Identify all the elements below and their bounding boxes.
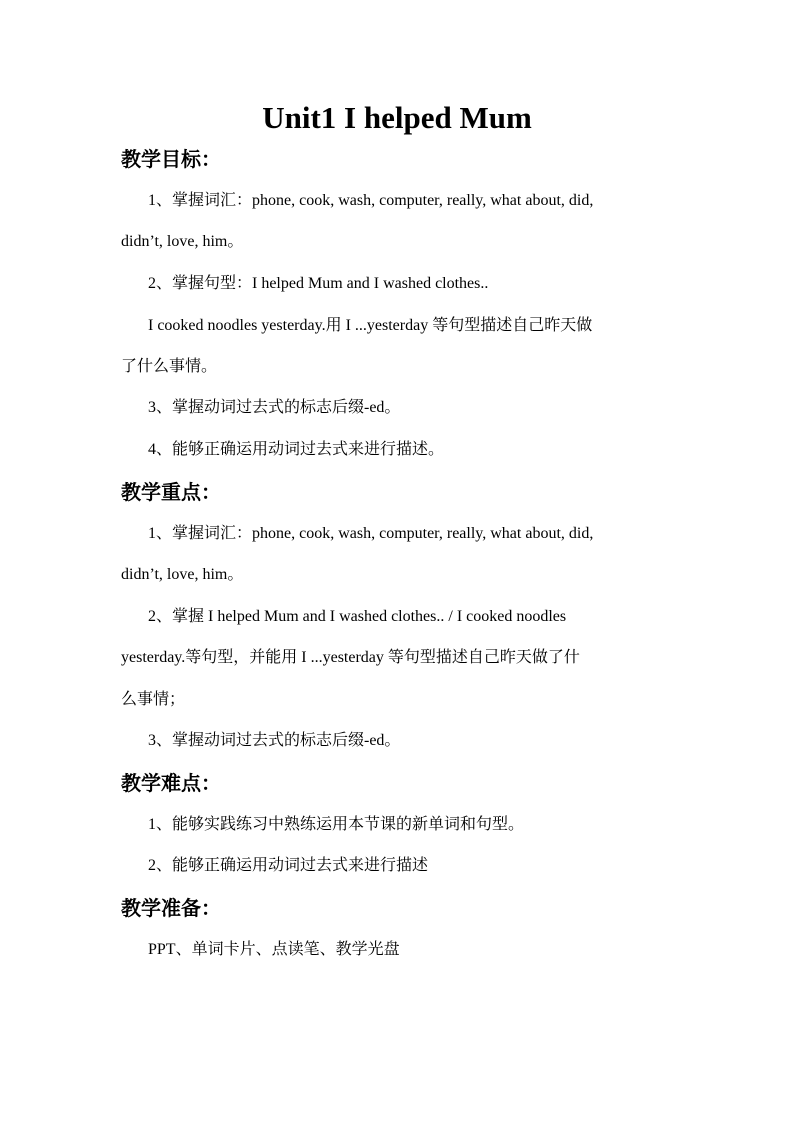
objectives-line-1: 1、掌握词汇：phone, cook, wash, computer, really, what about, did, (148, 192, 594, 209)
objectives-line-2: didn’t, love, him。 (121, 233, 244, 250)
key-points-line-1: 1、掌握词汇：phone, cook, wash, computer, really, what about, did, (148, 525, 594, 542)
objectives-line-6: 3、掌握动词过去式的标志后缀-ed。 (148, 399, 401, 416)
section-heading-difficulties: 教学难点： (121, 771, 221, 795)
objectives-line-3: 2、掌握句型：I helped Mum and I washed clothes.. (148, 275, 489, 292)
section-heading-preparation: 教学准备： (121, 896, 221, 920)
difficulties-line-2: 2、能够正确运用动词过去式来进行描述 (148, 857, 429, 874)
section-heading-key-points: 教学重点： (121, 480, 221, 504)
key-points-line-3: 2、掌握 I helped Mum and I washed clothes.. / I cooked noodles (148, 608, 567, 625)
document-title: Unit1 I helped Mum (262, 100, 532, 135)
difficulties-line-1: 1、能够实践练习中熟练运用本节课的新单词和句型。 (148, 816, 525, 833)
objectives-line-4: I cooked noodles yesterday.用 I ...yesterday 等句型描述自己昨天做 (148, 317, 593, 334)
key-points-line-6: 3、掌握动词过去式的标志后缀-ed。 (148, 732, 401, 749)
objectives-line-7: 4、能够正确运用动词过去式来进行描述。 (148, 441, 445, 458)
objectives-line-5: 了什么事情。 (121, 358, 218, 375)
preparation-line-1: PPT、单词卡片、点读笔、教学光盘 (148, 941, 400, 958)
key-points-line-5: 么事情； (121, 691, 186, 708)
section-heading-objectives: 教学目标： (121, 147, 221, 171)
key-points-line-4: yesterday.等句型，并能用 I ...yesterday 等句型描述自己昨天做了什 (121, 649, 580, 666)
key-points-line-2: didn’t, love, him。 (121, 566, 244, 583)
